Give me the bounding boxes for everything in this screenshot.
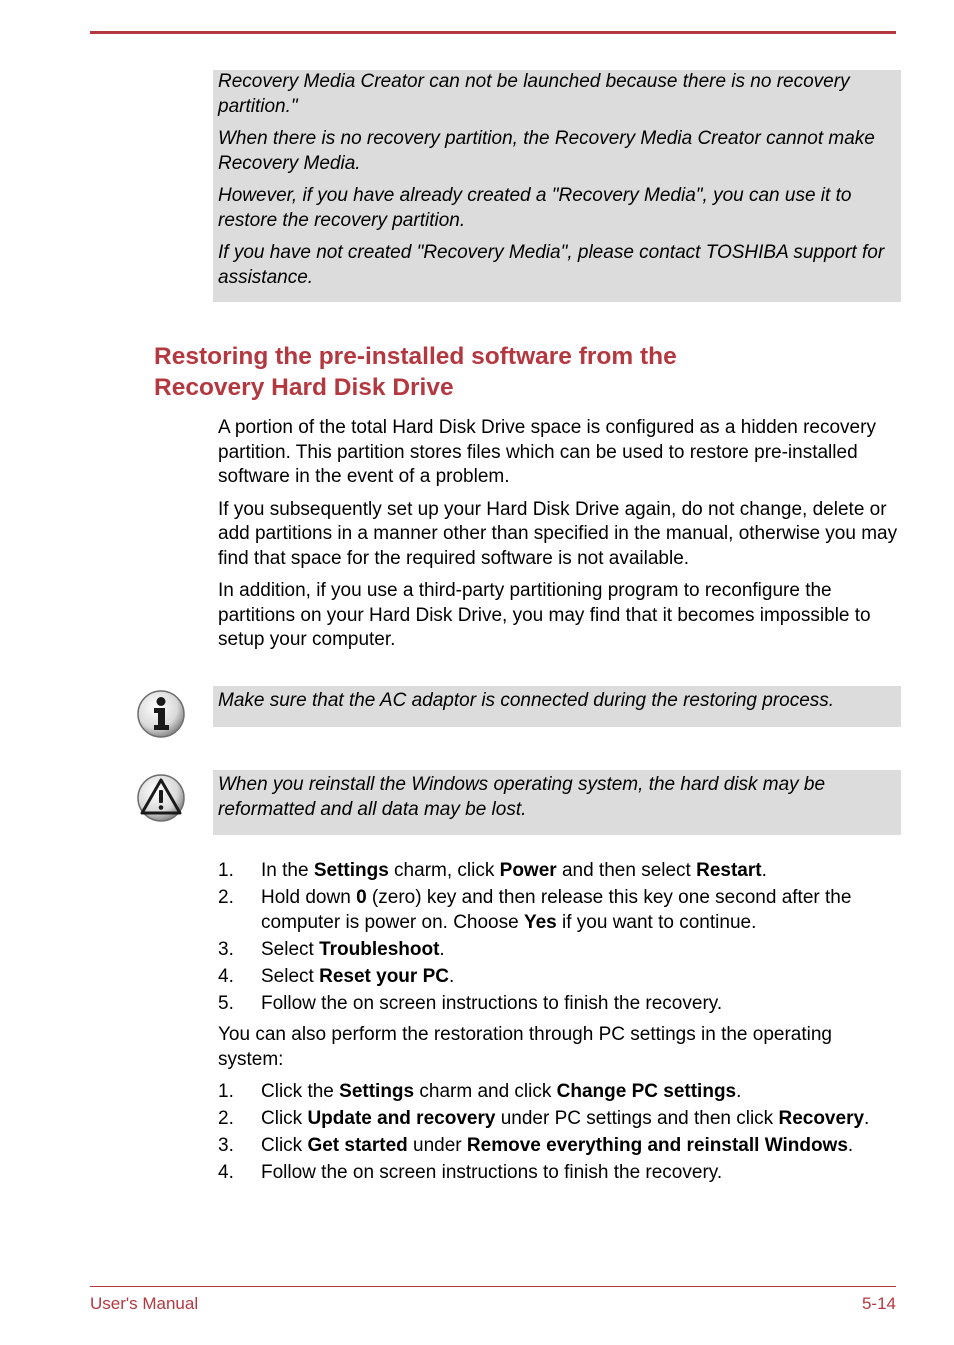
- step-text: Follow the on screen instructions to finish the recovery.: [261, 992, 723, 1014]
- list-item: [218, 859, 902, 884]
- step-text: .: [439, 938, 445, 960]
- step-bold-term: Remove everything and reinstall Windows: [466, 1135, 848, 1156]
- step-text: under PC settings and then click: [495, 1108, 779, 1129]
- note-paragraph: When there is no recovery partition, the Recovery Media Creator cannot make Recovery Media.: [218, 128, 875, 174]
- list-item: [218, 992, 902, 1017]
- warning-icon: [136, 773, 186, 823]
- footer-rule: [90, 1286, 896, 1287]
- step-number: 3.: [218, 938, 234, 960]
- warning-note-box: [213, 770, 901, 835]
- step-bold-term: Troubleshoot: [319, 938, 440, 960]
- step-text: .: [736, 1081, 742, 1102]
- step-text: .: [864, 1108, 870, 1129]
- step-text: charm and click: [414, 1081, 557, 1102]
- step-text: charm, click: [388, 860, 500, 881]
- step-number: 1.: [218, 860, 234, 881]
- step-text: .: [761, 860, 767, 881]
- note-paragraph: However, if you have already created a "Recovery Media", you can use it to restore the recovery partition.: [218, 185, 852, 231]
- step-text: In the: [261, 860, 314, 881]
- body-paragraph: In addition, if you use a third-party partitioning program to reconfigure the partitions on your Hard Disk Drive, you may find that it becomes impossible to setup your computer.: [218, 580, 871, 650]
- list-item: [218, 1161, 902, 1186]
- body-paragraph: If you subsequently set up your Hard Disk Drive again, do not change, delete or add partitions in a manner other than specified in the manual, otherwise you may find that space for the required software is not available.: [218, 498, 898, 569]
- warning-note-text: When you reinstall the Windows operating system, the hard disk may be reformatted and all data may be lost.: [218, 774, 826, 820]
- step-number: 5.: [218, 992, 234, 1014]
- step-number: 4.: [218, 1162, 234, 1183]
- header-rule: [90, 31, 896, 34]
- step-bold-term: Change PC settings: [556, 1081, 737, 1102]
- step-number: 3.: [218, 1135, 234, 1156]
- footer-page-number: 5-14: [861, 1294, 896, 1313]
- section-heading: [154, 342, 854, 403]
- section-heading-line2: Recovery Hard Disk Drive: [154, 373, 454, 401]
- footer-manual-title: User's Manual: [90, 1294, 199, 1313]
- step-bold-term: Settings: [339, 1081, 415, 1102]
- section-heading-line1: Restoring the pre-installed software from the: [154, 343, 677, 370]
- step-text: Follow the on screen instructions to finish the recovery.: [261, 1162, 723, 1183]
- step-bold-term: Power: [499, 860, 557, 881]
- recovery-note-box: [213, 70, 901, 302]
- section-body: [218, 416, 902, 653]
- step-text: .: [847, 1135, 854, 1156]
- list-item: [218, 938, 902, 963]
- pc-settings-intro: [218, 1023, 902, 1072]
- list-item: [218, 965, 902, 990]
- step-bold-term: Settings: [313, 860, 389, 881]
- step-text: Click: [261, 1135, 308, 1156]
- step-text: Click: [261, 1108, 308, 1129]
- step-text: if you want to continue.: [556, 911, 757, 933]
- list-item: [218, 1080, 902, 1105]
- list-item: [218, 1134, 902, 1159]
- step-text: (zero) key and then release this key one second after the computer is power on. Choose: [261, 887, 852, 933]
- list-item: [218, 886, 902, 935]
- step-text: under: [407, 1135, 467, 1156]
- step-text: Hold down: [261, 887, 357, 908]
- step-text: Select: [261, 938, 320, 960]
- step-bold-term: Update and recovery: [307, 1108, 496, 1129]
- step-text: and then select: [556, 860, 697, 881]
- restart-steps-list: [218, 859, 902, 1019]
- note-paragraph: Recovery Media Creator can not be launched because there is no recovery partition.": [218, 71, 850, 117]
- note-paragraph: If you have not created "Recovery Media", please contact TOSHIBA support for assistance.: [218, 242, 885, 288]
- step-bold-term: Restart: [696, 860, 762, 881]
- list-item: [218, 1107, 902, 1132]
- step-number: 2.: [218, 1108, 234, 1129]
- step-bold-term: Recovery: [778, 1108, 865, 1129]
- info-icon: [136, 689, 186, 739]
- body-paragraph: A portion of the total Hard Disk Drive space is configured as a hidden recovery partition. This partition stores files which can be used to restore pre-installed software in the event of a problem.: [218, 417, 876, 487]
- body-paragraph: You can also perform the restoration through PC settings in the operating system:: [218, 1024, 833, 1070]
- info-note-box: [213, 686, 901, 727]
- step-number: 4.: [218, 965, 234, 987]
- step-bold-term: Get started: [307, 1135, 408, 1156]
- pc-settings-steps-list: [218, 1080, 902, 1188]
- info-note-text: Make sure that the AC adaptor is connected during the restoring process.: [218, 690, 835, 711]
- step-bold-term: Reset your PC: [319, 965, 449, 987]
- step-text: Select: [261, 965, 320, 987]
- step-number: 2.: [218, 887, 234, 908]
- step-number: 1.: [218, 1081, 234, 1102]
- step-bold-term: 0: [356, 887, 367, 908]
- step-text: .: [448, 965, 455, 987]
- step-bold-term: Yes: [523, 911, 557, 933]
- step-text: Click the: [261, 1081, 340, 1102]
